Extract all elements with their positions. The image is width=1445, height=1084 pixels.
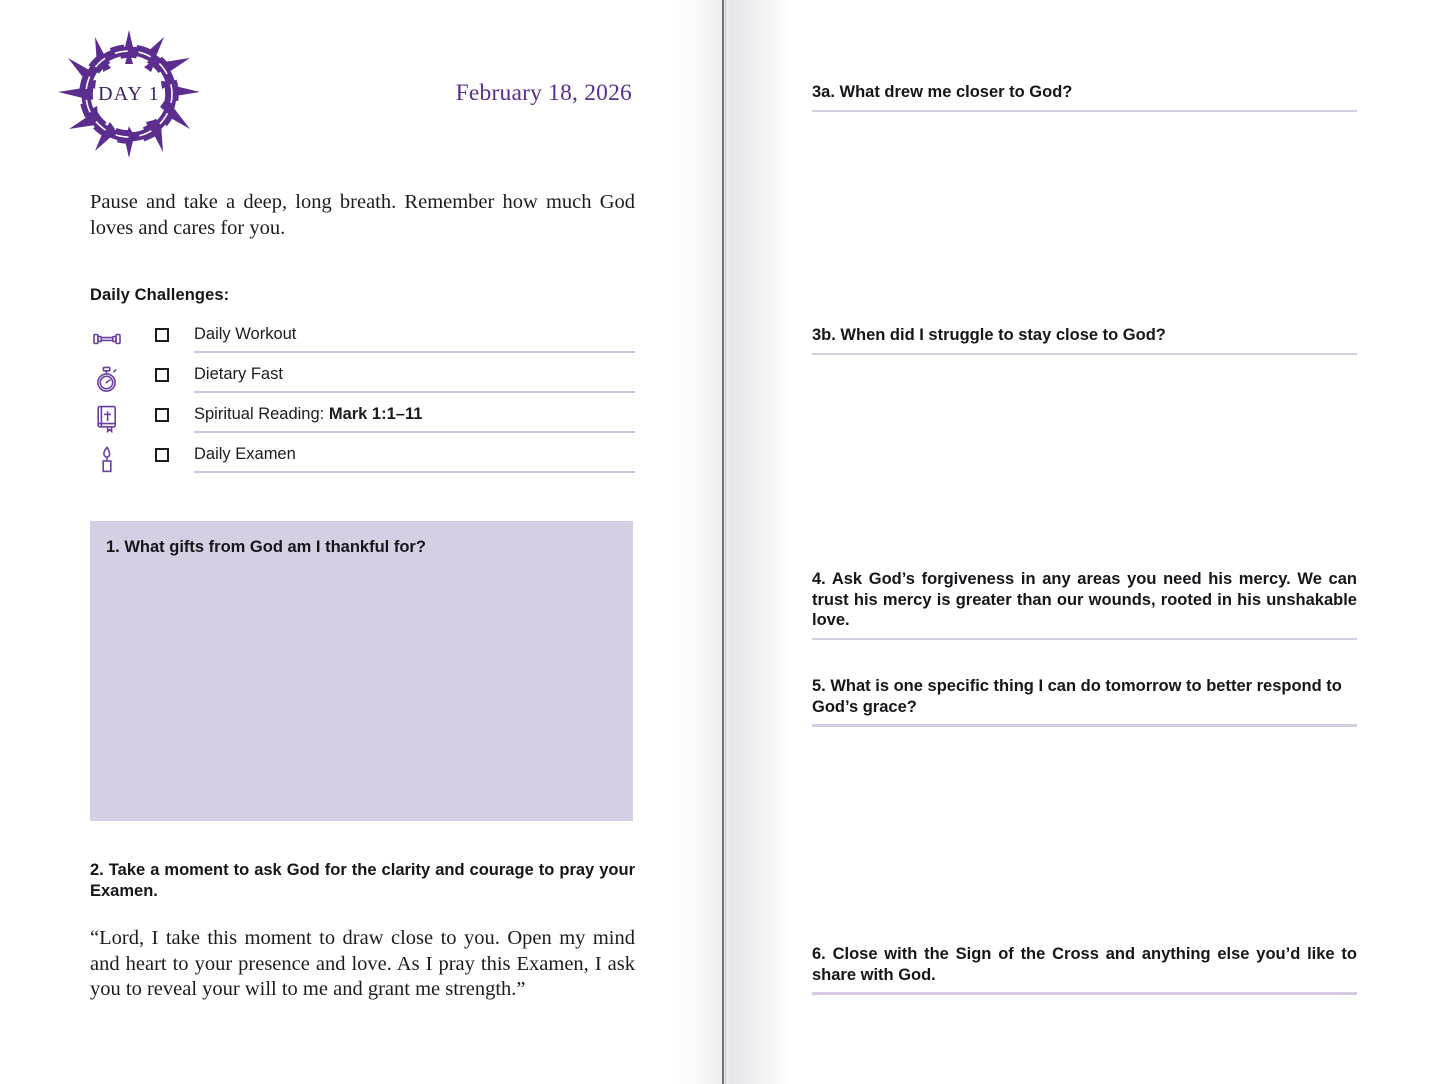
- daily-challenges-list: [90, 322, 635, 482]
- challenge-row[interactable]: [90, 362, 635, 402]
- day-badge-text: DAY 1: [98, 83, 160, 105]
- challenge-label: [194, 405, 422, 423]
- bible-icon: [90, 403, 124, 435]
- challenge-writing-line[interactable]: [194, 351, 635, 353]
- question-5: [812, 676, 1357, 727]
- prayer-text: “Lord, I take this moment to draw close to you. Open my mind and heart to your presence and love. As I pray this Examen, I ask you to reveal your will to me and grant me strength.”: [90, 927, 635, 1000]
- question-5-label: 5. What is one specific thing I can do tomorrow to better respond to God’s grace?: [812, 677, 1342, 716]
- dumbbell-icon: [90, 323, 124, 355]
- right-page: [745, 0, 1445, 1084]
- question-6-writing-line[interactable]: [812, 992, 1357, 995]
- challenge-writing-line[interactable]: [194, 471, 635, 473]
- challenge-checkbox[interactable]: [155, 408, 169, 422]
- crown-of-thorns-icon: [57, 30, 201, 158]
- question-3b-label: 3b. When did I struggle to stay close to God?: [812, 326, 1166, 344]
- question-5-writing-line[interactable]: [812, 724, 1357, 727]
- challenge-label: Daily Workout: [194, 325, 297, 343]
- question-6-label: 6. Close with the Sign of the Cross and anything else you’d like to share with God.: [812, 945, 1357, 984]
- scripture-reference: Mark 1:1–11: [328, 405, 423, 423]
- question-3b: [812, 325, 1357, 355]
- challenge-row[interactable]: [90, 402, 635, 442]
- challenge-label: Dietary Fast: [194, 365, 283, 383]
- left-page: [0, 0, 700, 1084]
- question-1-label: 1. What gifts from God am I thankful for?: [106, 538, 426, 556]
- stopwatch-icon: [90, 363, 124, 395]
- challenge-row[interactable]: [90, 322, 635, 362]
- challenge-writing-line[interactable]: [194, 391, 635, 393]
- question-6: [812, 944, 1357, 995]
- question-3a: [812, 82, 1357, 112]
- book-spine-line: [722, 0, 724, 1084]
- entry-date: February 18, 2026: [455, 80, 632, 106]
- challenge-checkbox[interactable]: [155, 328, 169, 342]
- candle-icon: [90, 443, 124, 475]
- challenge-row[interactable]: [90, 442, 635, 482]
- daily-challenges-heading: Daily Challenges:: [90, 286, 230, 304]
- challenge-writing-line[interactable]: [194, 431, 635, 433]
- question-3a-label: 3a. What drew me closer to God?: [812, 83, 1073, 101]
- challenge-checkbox[interactable]: [155, 448, 169, 462]
- book-spine-highlight: [725, 0, 726, 1084]
- question-1-answer-box[interactable]: [90, 521, 633, 821]
- challenge-checkbox[interactable]: [155, 368, 169, 382]
- question-3a-writing-line[interactable]: [812, 110, 1357, 113]
- prompt-2: 2. Take a moment to ask God for the clarity and courage to pray your Examen.: [90, 861, 635, 900]
- challenge-label-text: Spiritual Reading:: [194, 405, 329, 423]
- question-4-writing-line[interactable]: [812, 638, 1357, 641]
- question-4: [812, 569, 1357, 640]
- intro-paragraph: Pause and take a deep, long breath. Remember how much God loves and cares for you.: [90, 191, 635, 239]
- question-4-label: 4. Ask God’s forgiveness in any areas you need his mercy. We can trust his mercy is greater than our wounds, rooted in his unshakable love.: [812, 570, 1357, 629]
- challenge-label: Daily Examen: [194, 445, 296, 463]
- question-3b-writing-line[interactable]: [812, 353, 1357, 356]
- page-header: [0, 22, 640, 152]
